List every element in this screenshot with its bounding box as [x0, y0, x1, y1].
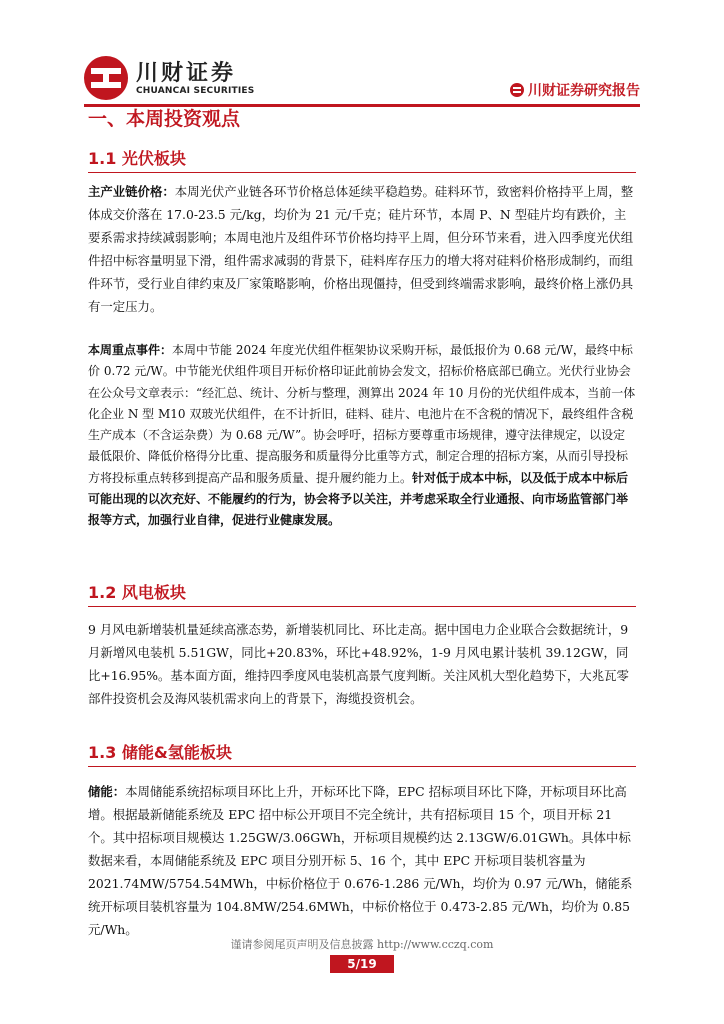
- paragraph-lead: 本周重点事件：: [88, 343, 173, 357]
- section-divider: [88, 172, 636, 173]
- section-divider: [88, 606, 636, 607]
- paragraph-main-chain-price: [88, 180, 636, 318]
- report-logo-icon: [510, 83, 524, 97]
- page-number: 5/19: [330, 955, 394, 973]
- paragraph-key-events: [88, 340, 636, 532]
- company-name-cn: 川财证券: [136, 61, 237, 86]
- chuancai-logo-icon: [84, 56, 128, 100]
- paragraph-text: 本周中节能 2024 年度光伏组件框架协议采购开标，最低报价为 0.68 元/W，最终中标价 0.72 元/W。中节能光伏组件项目开标价格印证此前协会发文，招标价格底部已确立。光伏行业协会在公众号文章表示：“经汇总、统计、分析与整理，测算出 2024 年 10 月份的光伏组件成本，当前一体化企业 N 型 M10 双玻光伏组件，在不计折旧，硅料、硅片、电池片在不含税的情况下，最终组件含税生产成本（不含运杂费）为 0.68 元/W”。协会呼吁，招标方要尊重市场规律，遵守法律规定，以设定最低限价、降低价格得分比重、提高服务和质量得分比重等方式，制定合理的招标方案，从而引导投标方将投标重点转移到提高产品和服务质量、提升履约能力上。: [88, 343, 636, 485]
- report-label: [510, 80, 640, 100]
- paragraph-text: 本周光伏产业链各环节价格总体延续平稳趋势。硅料环节，致密料价格持平上周，整体成交价落在 17.0-23.5 元/kg，均价为 21 元/千克；硅片环节，本周 P、N 型硅片均有跌价，主要系需求持续减弱影响；本周电池片及组件环节价格均持平上周，但分环节来看，进入四季度光伏组件招中标容量明显下滑，组件需求减弱的背景下，硅料库存压力的增大将对硅料价格形成制约，而组件环节，受行业自律约束及厂家策略影响，价格出现僵持，但受到终端需求影响，最终价格上涨仍具有一定压力。: [88, 184, 634, 314]
- section-divider: [88, 766, 636, 767]
- paragraph-wind: [88, 618, 636, 710]
- paragraph-storage: [88, 780, 636, 941]
- paragraph-text: 9 月风电新增装机量延续高涨态势，新增装机同比、环比走高。据中国电力企业联合会数据统计，9 月新增风电装机 5.51GW，同比+20.83%，环比+48.92%，1-9 月风电累计装机 39.12GW，同比+16.95%。基本面方面，维持四季度风电装机高景气度判断。关注风机大型化趋势下，大兆瓦零部件投资机会及海风装机需求向上的背景下，海缆投资机会。: [88, 622, 629, 706]
- paragraph-lead: 主产业链价格：: [88, 184, 175, 199]
- paragraph-lead: 储能：: [88, 784, 126, 799]
- paragraph-text: 本周储能系统招标项目环比上升，开标环比下降，EPC 招标项目环比下降，开标项目环比高增。根据最新储能系统及 EPC 招中标公开项目不完全统计，共有招标项目 15 个，项目开标 21 个。其中招标项目规模达 1.25GW/3.06GWh，开标项目规模约达 2.13GW/6.01GWh。具体中标数据来看，本周储能系统及 EPC 项目分别开标 5、16 个，其中 EPC 开标项目装机容量为 2021.74MW/5754.54MWh，中标价格位于 0.676-1.286 元/Wh，均价为 0.97 元/Wh，储能系统开标项目装机容量为 104.8MW/254.6MWh，中标价格位于 0.473-2.85 元/Wh，均价为 0.85 元/Wh。: [88, 784, 633, 937]
- company-name-en: CHUANCAI SECURITIES: [136, 86, 255, 96]
- paragraph-bold-conclusion: 针对低于成本中标，以及低于成本中标后可能出现的以次充好、不能履约的行为，协会将予以关注，并考虑采取全行业通报、向市场监管部门举报等方式，加强行业自律，促进行业健康发展。: [88, 470, 629, 528]
- page-header: [84, 56, 640, 106]
- section-title-wind: 1.2 风电板块: [88, 583, 186, 602]
- section-title-storage-hydrogen: 1.3 储能&氢能板块: [88, 743, 232, 762]
- footer-disclaimer: 谨请参阅尾页声明及信息披露 http://www.cczq.com: [230, 938, 494, 951]
- section-title-pv: 1.1 光伏板块: [88, 149, 186, 168]
- report-label-text: 川财证券研究报告: [528, 83, 640, 99]
- page-title: 一、本周投资观点: [88, 108, 241, 130]
